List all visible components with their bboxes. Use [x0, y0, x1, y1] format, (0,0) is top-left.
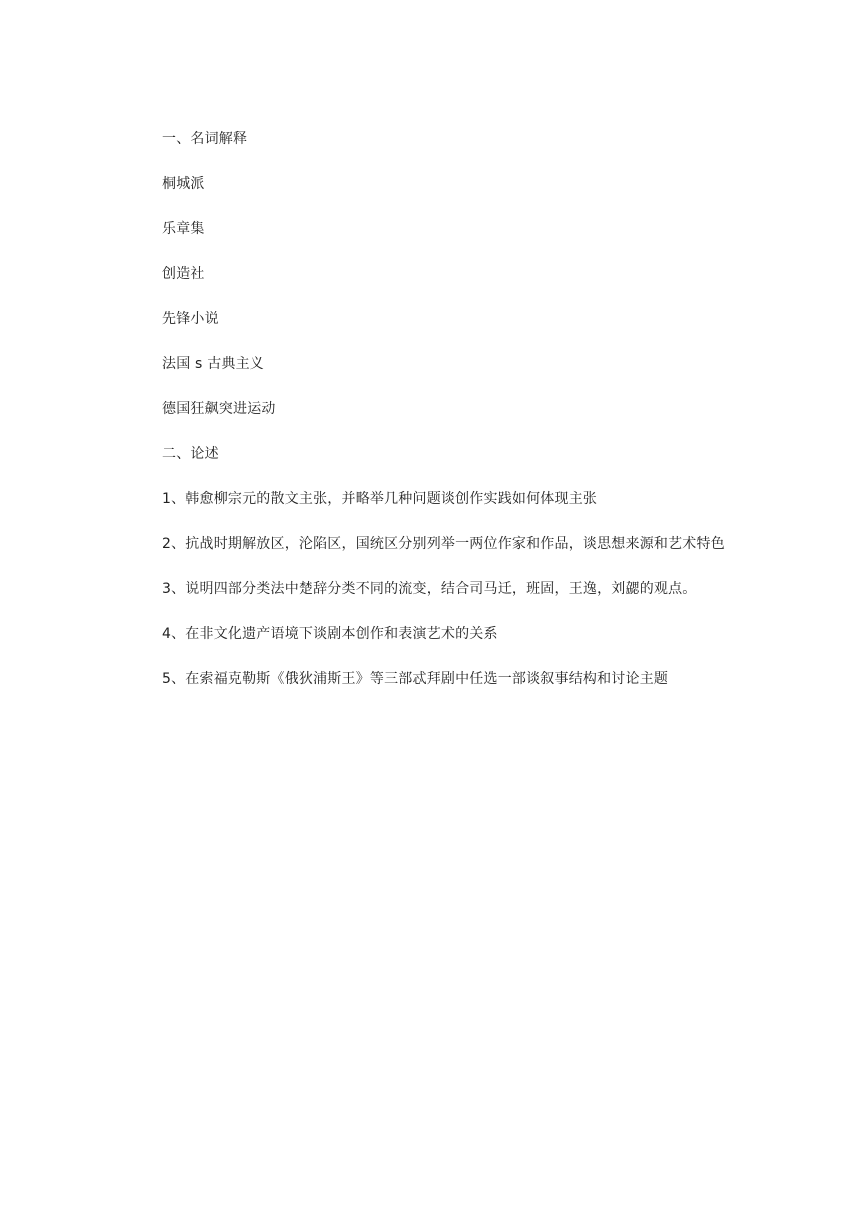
question-item: 4、在非文化遗产语境下谈剧本创作和表演艺术的关系 [162, 626, 498, 642]
term-item: 创造社 [162, 266, 205, 282]
question-item: 3、说明四部分类法中楚辞分类不同的流变，结合司马迁，班固，王逸，刘勰的观点。 [162, 581, 697, 597]
term-item: 乐章集 [162, 221, 205, 237]
term-item: 桐城派 [162, 176, 205, 192]
section-heading-essay: 二、论述 [162, 446, 219, 462]
question-item: 5、在索福克勒斯《俄狄浦斯王》等三部忒拜剧中任选一部谈叙事结构和讨论主题 [162, 671, 669, 687]
question-item: 2、抗战时期解放区，沦陷区，国统区分别列举一两位作家和作品，谈思想来源和艺术特色 [162, 536, 725, 552]
section-heading-terms: 一、名词解释 [162, 131, 248, 147]
term-item: 法国 s 古典主义 [162, 356, 264, 372]
question-item: 1、韩愈柳宗元的散文主张，并略举几种问题谈创作实践如何体现主张 [162, 491, 598, 507]
term-item: 德国狂飙突进运动 [162, 401, 276, 417]
document-content [116, 128, 756, 713]
term-item: 先锋小说 [162, 311, 219, 327]
